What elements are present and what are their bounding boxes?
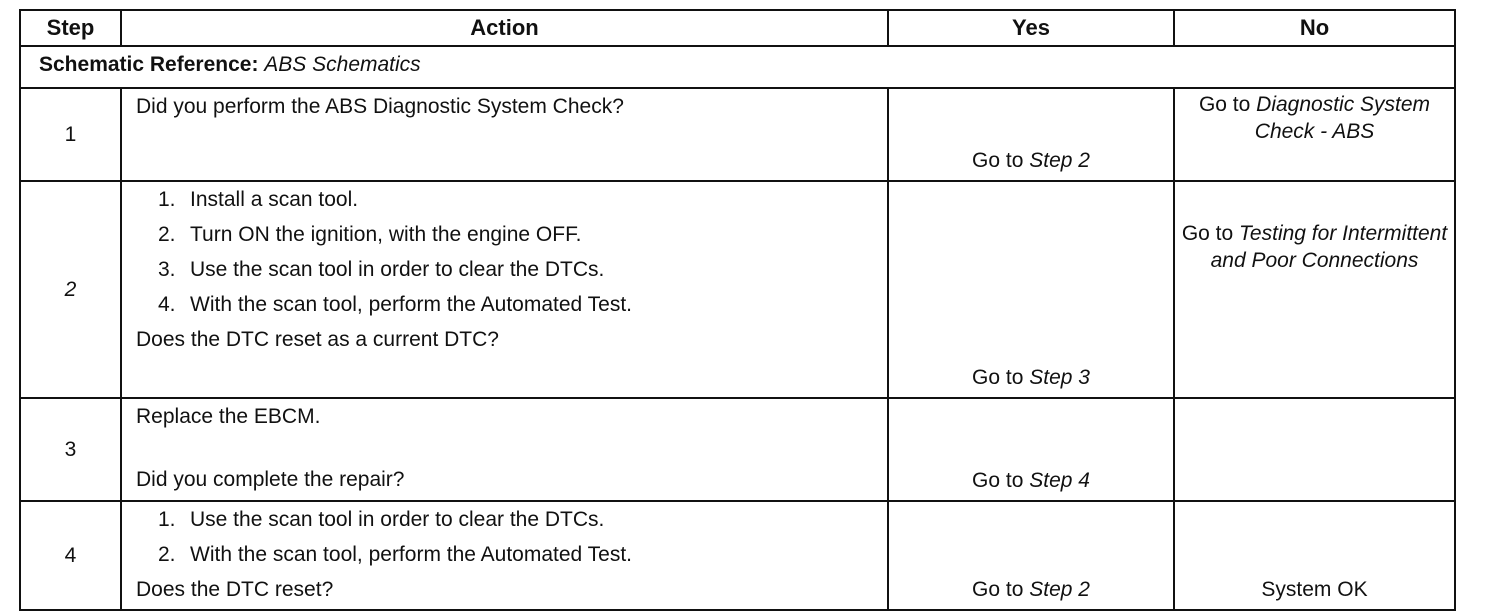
table-row — [20, 501, 1455, 610]
yes-prefix: Go to — [972, 578, 1024, 601]
no-result-text: System OK — [1261, 578, 1368, 601]
yes-cell — [888, 501, 1174, 610]
step-number: 1 — [20, 88, 121, 181]
table-row — [20, 181, 1455, 398]
schematic-reference-link[interactable]: ABS Schematics — [264, 53, 421, 76]
step-number: 2 — [20, 181, 121, 398]
schematic-reference — [20, 46, 1455, 88]
action-list — [136, 182, 887, 322]
yes-prefix: Go to — [972, 149, 1024, 172]
no-prefix: Go to — [1181, 222, 1234, 245]
action-cell — [121, 501, 888, 610]
action-question: Did you complete the repair? — [136, 468, 405, 491]
no-cell — [1174, 181, 1455, 398]
no-prefix: Go to — [1198, 93, 1251, 116]
table-row — [20, 398, 1455, 501]
header-yes: Yes — [888, 10, 1174, 46]
header-step: Step — [20, 10, 121, 46]
schematic-reference-label: Schematic Reference: — [39, 53, 259, 76]
action-cell — [121, 181, 888, 398]
table-row — [20, 88, 1455, 181]
diagnostic-table — [19, 9, 1456, 611]
no-procedure-link[interactable]: Diagnostic System Check - ABS — [1254, 93, 1431, 143]
step-number: 4 — [20, 501, 121, 610]
no-cell — [1174, 501, 1455, 610]
no-cell — [1174, 88, 1455, 181]
action-question: Did you perform the ABS Diagnostic System Check? — [136, 95, 624, 118]
action-cell — [121, 88, 888, 181]
action-statement: Replace the EBCM. — [136, 405, 321, 428]
no-cell — [1174, 398, 1455, 501]
yes-prefix: Go to — [972, 366, 1024, 389]
list-item: 2. Turn ON the ignition, with the engine OFF. — [158, 223, 582, 246]
list-item: 2. With the scan tool, perform the Automated Test. — [158, 543, 633, 566]
yes-step-link[interactable]: Step 3 — [1029, 366, 1090, 389]
header-action: Action — [121, 10, 888, 46]
action-question: Does the DTC reset as a current DTC? — [136, 328, 499, 351]
step-number: 3 — [20, 398, 121, 501]
yes-prefix: Go to — [972, 469, 1024, 492]
action-list — [136, 502, 887, 572]
schematic-reference-row — [20, 46, 1455, 88]
list-item: 3. Use the scan tool in order to clear the DTCs. — [158, 258, 605, 281]
no-procedure-link[interactable]: Testing for Intermittent and Poor Connections — [1210, 222, 1448, 272]
yes-cell — [888, 88, 1174, 181]
list-item: 1. Use the scan tool in order to clear the DTCs. — [158, 508, 605, 531]
yes-cell — [888, 181, 1174, 398]
header-row — [20, 10, 1455, 46]
yes-step-link[interactable]: Step 4 — [1029, 469, 1090, 492]
list-item: 1. Install a scan tool. — [158, 188, 359, 211]
action-question: Does the DTC reset? — [136, 578, 334, 601]
yes-step-link[interactable]: Step 2 — [1029, 149, 1090, 172]
yes-cell — [888, 398, 1174, 501]
list-item: 4. With the scan tool, perform the Automated Test. — [158, 293, 633, 316]
header-no: No — [1174, 10, 1455, 46]
yes-step-link[interactable]: Step 2 — [1029, 578, 1090, 601]
action-cell — [121, 398, 888, 501]
